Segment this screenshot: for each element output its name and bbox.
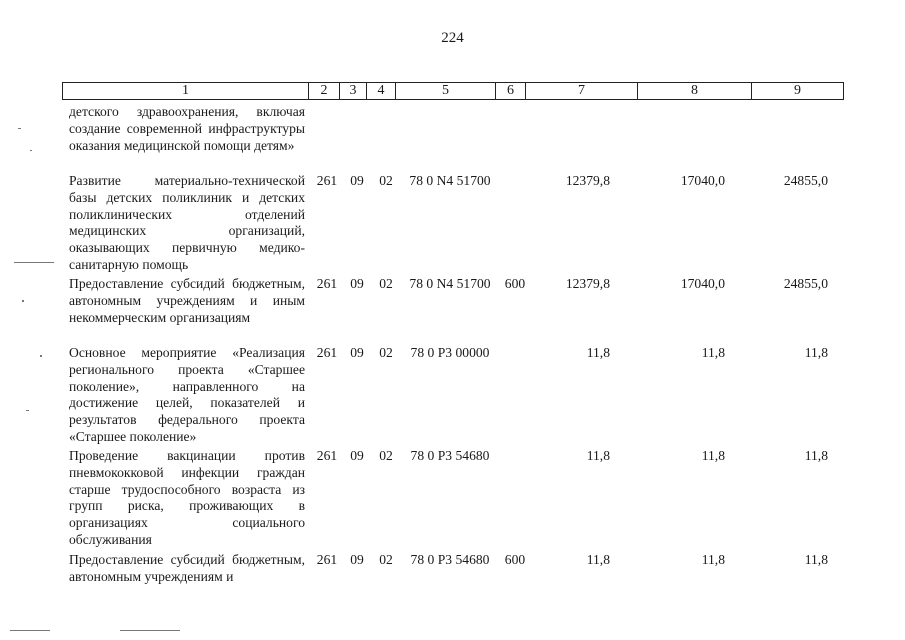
cell-amount-9: 11,8 (804, 552, 828, 567)
header-col-6: 6 (496, 83, 526, 99)
scan-noise (30, 150, 32, 151)
cell-code-4: 02 (379, 276, 393, 291)
cell-amount-7: 11,8 (586, 448, 610, 463)
cell-code-2: 261 (316, 345, 338, 360)
header-col-4: 4 (367, 83, 396, 99)
cell-code-4: 02 (379, 448, 393, 463)
header-col-8: 8 (638, 83, 752, 99)
scan-noise (14, 262, 54, 263)
scan-noise (18, 128, 21, 129)
scan-noise (26, 410, 29, 411)
cell-code-2: 261 (316, 173, 338, 188)
scan-noise (40, 355, 42, 357)
cell-amount-8: 17040,0 (680, 173, 725, 188)
cell-target-article: 78 0 N4 51700 (409, 276, 491, 291)
cell-target-article: 78 0 N4 51700 (409, 173, 491, 188)
cell-amount-9: 24855,0 (783, 276, 828, 291)
cell-code-3: 09 (350, 448, 364, 463)
cell-amount-7: 12379,8 (565, 173, 610, 188)
table-row-description: детского здравоохранения, включая создание современной инфраструктуры оказания медицинской помощи детям» (69, 104, 305, 153)
cell-code-3: 09 (350, 552, 364, 567)
table-row-description: Предоставление субсидий бюджетным, автономным учреждениям и иным некоммерческим организациям (69, 276, 305, 325)
header-col-2: 2 (309, 83, 340, 99)
table-row-description: Развитие материально-технической базы детских поликлиник и детских поликлинических отделений медицинских организаций, оказывающих первичную медико-санитарную помощь (69, 173, 305, 272)
cell-code-3: 09 (350, 276, 364, 291)
table-row-description: Основное мероприятие «Реализация регионального проекта «Старшее поколение», направленного на достижение целей, показателей и результатов федерального проекта «Старшее поколение» (69, 345, 305, 444)
cell-target-article: 78 0 P3 54680 (410, 448, 490, 463)
scan-noise (10, 630, 50, 631)
cell-code-3: 09 (350, 173, 364, 188)
page-number: 224 (441, 30, 464, 46)
cell-amount-8: 11,8 (701, 448, 725, 463)
cell-amount-8: 17040,0 (680, 276, 725, 291)
cell-target-article: 78 0 P3 54680 (410, 552, 490, 567)
cell-code-4: 02 (379, 345, 393, 360)
cell-amount-7: 11,8 (586, 345, 610, 360)
cell-expense-type: 600 (504, 276, 526, 291)
cell-amount-9: 11,8 (804, 448, 828, 463)
cell-code-4: 02 (379, 173, 393, 188)
header-col-9: 9 (752, 83, 844, 99)
cell-amount-8: 11,8 (701, 345, 725, 360)
scan-noise (22, 300, 24, 302)
cell-target-article: 78 0 P3 00000 (410, 345, 490, 360)
header-col-5: 5 (396, 83, 496, 99)
table-row-description: Проведение вакцинации против пневмококковой инфекции граждан старше трудоспособного возраста из групп риска, проживающих в организациях социального обслуживания (69, 448, 305, 547)
cell-code-3: 09 (350, 345, 364, 360)
cell-amount-9: 24855,0 (783, 173, 828, 188)
header-col-1: 1 (63, 83, 309, 99)
cell-amount-8: 11,8 (701, 552, 725, 567)
scan-noise (120, 630, 180, 631)
table-row-description: Предоставление субсидий бюджетным, автономным учреждениям и (69, 552, 305, 584)
table-header (62, 82, 844, 100)
cell-code-4: 02 (379, 552, 393, 567)
cell-code-2: 261 (316, 448, 338, 463)
cell-amount-9: 11,8 (804, 345, 828, 360)
cell-expense-type: 600 (504, 552, 526, 567)
header-col-3: 3 (340, 83, 367, 99)
cell-code-2: 261 (316, 552, 338, 567)
cell-amount-7: 11,8 (586, 552, 610, 567)
cell-amount-7: 12379,8 (565, 276, 610, 291)
cell-code-2: 261 (316, 276, 338, 291)
header-col-7: 7 (526, 83, 638, 99)
